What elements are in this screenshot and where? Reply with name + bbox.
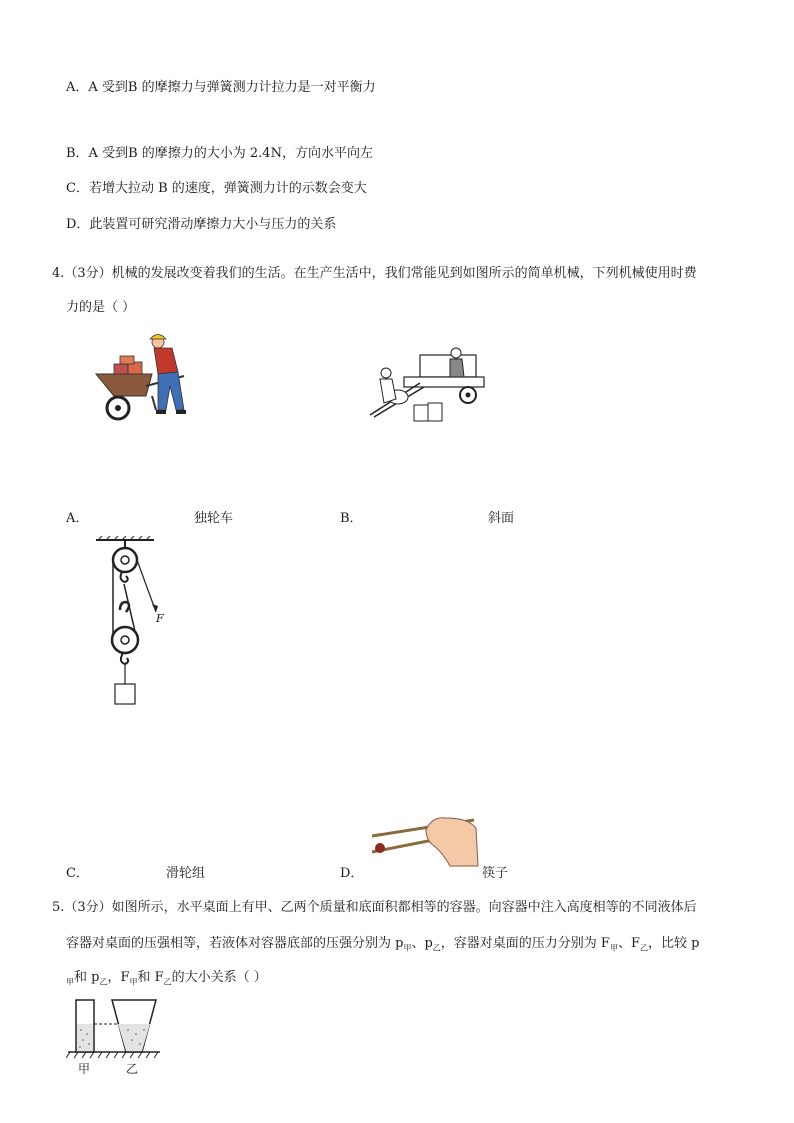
- q4-option-d-letter[interactable]: D．: [340, 866, 364, 881]
- q4-option-c-letter[interactable]: C．: [66, 866, 89, 881]
- q4-option-d-caption: 筷子: [482, 866, 509, 881]
- q5-stem-line2: 容器对桌面的压强相等，若液体对容器底部的压强分别为 $p_甲$、$p_乙$，容器对桌面的压力分别为 $F_甲$、$F_乙$，比较 p: [66, 936, 700, 953]
- q4-option-b-caption: 斜面: [488, 511, 515, 526]
- q4-option-c-caption: 滑轮组: [166, 866, 206, 881]
- q5-stem-line1: 5.（3分）如图所示，水平桌面上有甲、乙两个质量和底面积都相等的容器。向容器中注入高度相等的不同液体后: [52, 900, 697, 915]
- q4-option-b-letter[interactable]: B．: [340, 511, 363, 526]
- container-jia-label: 甲: [78, 1062, 91, 1076]
- q4-stem-line2: 力的是（ ）: [66, 300, 136, 315]
- q3-option-a[interactable]: A．A 受到B 的摩擦力与弹簧测力计拉力是一对平衡力: [66, 80, 376, 95]
- container-yi-label: 乙: [126, 1062, 139, 1076]
- wheelbarrow-figure: [92, 330, 192, 422]
- inclined-plane-figure: [364, 343, 490, 423]
- q4-option-a-letter[interactable]: A．: [66, 511, 89, 526]
- containers-figure: [66, 994, 162, 1060]
- chopsticks-figure: [368, 812, 480, 868]
- force-label: F: [156, 612, 164, 625]
- q3-option-d[interactable]: D．此装置可研究滑动摩擦力大小与压力的关系: [66, 217, 337, 232]
- q4-stem-line1: 4.（3分）机械的发展改变着我们的生活。在生产生活中，我们常能见到如图所示的简单机械，下列机械使用时费: [52, 266, 697, 281]
- q4-option-a-caption: 独轮车: [194, 511, 234, 526]
- pulley-figure: [92, 536, 182, 710]
- q3-option-b[interactable]: B．A 受到B 的摩擦力的大小为 2.4N，方向水平向左: [66, 146, 373, 161]
- q5-stem-line3: $_甲$和 $p_乙$，$F_甲$和 $F_乙$的大小关系（ ）: [66, 970, 267, 987]
- q3-option-c[interactable]: C．若增大拉动 B 的速度，弹簧测力计的示数会变大: [66, 181, 367, 196]
